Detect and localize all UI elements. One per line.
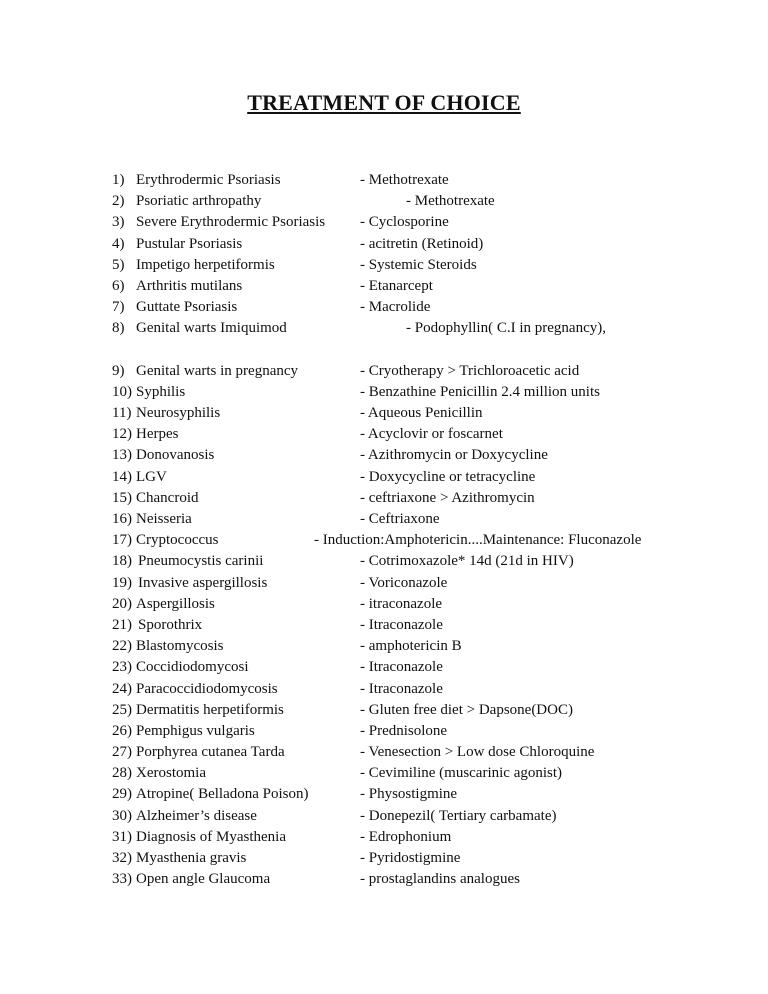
item-condition: Neurosyphilis xyxy=(136,405,221,422)
item-treatment: - Doxycycline or tetracycline xyxy=(360,468,536,485)
item-condition: Myasthenia gravis xyxy=(136,850,247,867)
item-treatment: - Etanarcept xyxy=(360,277,433,294)
item-condition: Donovanosis xyxy=(136,447,215,464)
item-treatment: - Ceftriaxone xyxy=(360,511,440,528)
item-treatment: - Methotrexate xyxy=(360,172,449,188)
item-number: 21) xyxy=(112,616,132,633)
item-treatment: - Voriconazole xyxy=(360,574,448,591)
item-number: 27) xyxy=(112,744,132,761)
item-treatment: - Macrolide xyxy=(360,299,431,316)
list-item xyxy=(112,403,752,424)
item-number: 19) xyxy=(112,574,132,591)
item-condition: Aspergillosis xyxy=(136,595,215,612)
item-treatment: - Pyridostigmine xyxy=(360,850,461,867)
item-treatment: - Cryotherapy > Trichloroacetic acid xyxy=(360,362,580,379)
item-number: 16) xyxy=(112,511,132,528)
item-number: 24) xyxy=(112,680,132,697)
item-number: 18) xyxy=(112,553,132,570)
item-number: 26) xyxy=(112,722,132,739)
item-treatment: - Donepezil( Tertiary carbamate) xyxy=(360,807,557,824)
item-condition: Genital warts in pregnancy xyxy=(136,362,299,379)
item-condition: Severe Erythrodermic Psoriasis xyxy=(136,214,326,231)
item-condition: Guttate Psoriasis xyxy=(136,299,238,316)
list-item xyxy=(112,255,752,276)
item-number: 11) xyxy=(112,405,132,422)
item-number: 20) xyxy=(112,595,132,612)
item-number: 10) xyxy=(112,383,132,400)
item-treatment: - Cyclosporine xyxy=(360,214,449,231)
list-item xyxy=(112,424,752,445)
item-number: 17) xyxy=(112,532,132,549)
item-condition: Xerostomia xyxy=(136,765,206,782)
list-item xyxy=(112,530,752,551)
item-number: 30) xyxy=(112,807,132,824)
item-treatment: - Podophyllin( C.I in pregnancy), xyxy=(406,320,606,337)
item-number: 23) xyxy=(112,659,132,676)
list-item xyxy=(112,382,752,403)
item-number: 15) xyxy=(112,489,132,506)
item-treatment: - Venesection > Low dose Chloroquine xyxy=(360,744,595,761)
item-treatment: - Gluten free diet > Dapsone(DOC) xyxy=(360,701,573,718)
item-treatment: - Itraconazole xyxy=(360,616,443,633)
item-number: 4) xyxy=(112,235,125,252)
item-treatment: - amphotericin B xyxy=(360,638,462,655)
item-condition: Paracoccidiodomycosis xyxy=(136,680,278,697)
item-condition: Open angle Glaucoma xyxy=(136,871,271,888)
list-item xyxy=(112,827,752,848)
item-condition: Pustular Psoriasis xyxy=(136,235,243,252)
item-condition: Syphilis xyxy=(136,383,186,400)
item-number: 13) xyxy=(112,447,132,464)
item-condition: Arthritis mutilans xyxy=(136,277,243,294)
list-item xyxy=(112,445,752,466)
list-item xyxy=(112,318,752,360)
item-treatment: - Methotrexate xyxy=(406,193,495,210)
list-item xyxy=(112,467,752,488)
item-number: 32) xyxy=(112,850,132,867)
item-treatment: - itraconazole xyxy=(360,595,443,612)
item-treatment: - Azithromycin or Doxycycline xyxy=(360,447,548,464)
item-number: 12) xyxy=(112,426,132,443)
item-number: 22) xyxy=(112,638,132,655)
item-treatment: - Prednisolone xyxy=(360,722,448,739)
item-treatment: - Acyclovir or foscarnet xyxy=(360,426,503,443)
item-treatment: - Physostigmine xyxy=(360,786,458,803)
item-condition: Genital warts Imiquimod xyxy=(136,320,287,337)
list-item xyxy=(112,721,752,742)
item-number: 1) xyxy=(112,172,125,188)
item-number: 2) xyxy=(112,193,125,210)
item-condition: Psoriatic arthropathy xyxy=(136,193,262,210)
list-item xyxy=(112,657,752,678)
item-number: 29) xyxy=(112,786,132,803)
item-treatment: - Benzathine Penicillin 2.4 million units xyxy=(360,383,600,400)
item-number: 6) xyxy=(112,277,125,294)
item-condition: Impetigo herpetiformis xyxy=(136,256,275,273)
item-treatment: - Induction:Amphotericin....Maintenance: Fluconazole xyxy=(314,532,642,549)
item-treatment: - ceftriaxone > Azithromycin xyxy=(360,489,535,506)
list-item xyxy=(112,509,752,530)
item-condition: Pneumocystis carinii xyxy=(138,553,264,570)
item-treatment: - acitretin (Retinoid) xyxy=(360,235,484,252)
list-item xyxy=(112,806,752,827)
list-item xyxy=(112,191,752,212)
list-item xyxy=(112,594,752,615)
list-item xyxy=(112,700,752,721)
list-item xyxy=(112,763,752,784)
list-item xyxy=(112,784,752,805)
item-treatment: - Itraconazole xyxy=(360,659,443,676)
item-number: 33) xyxy=(112,871,132,888)
item-treatment: - prostaglandins analogues xyxy=(360,871,520,888)
list-item xyxy=(112,848,752,869)
item-condition: LGV xyxy=(136,468,167,485)
list-item xyxy=(112,742,752,763)
item-treatment: - Cotrimoxazole* 14d (21d in HIV) xyxy=(360,553,574,570)
item-condition: Diagnosis of Myasthenia xyxy=(136,828,286,845)
item-treatment: - Cevimiline (muscarinic agonist) xyxy=(360,765,563,782)
item-condition: Sporothrix xyxy=(138,616,203,633)
list-item xyxy=(112,679,752,700)
list-item xyxy=(112,615,752,636)
list-item xyxy=(112,297,752,318)
list-item xyxy=(112,551,752,572)
item-condition: Alzheimer’s disease xyxy=(136,807,257,824)
item-condition: Atropine( Belladona Poison) xyxy=(136,786,309,803)
item-condition: Blastomycosis xyxy=(136,638,224,655)
item-condition: Erythrodermic Psoriasis xyxy=(136,172,281,188)
item-treatment: - Edrophonium xyxy=(360,828,452,845)
item-condition: Neisseria xyxy=(136,511,192,528)
list-item xyxy=(112,573,752,594)
item-number: 14) xyxy=(112,468,132,485)
list-item xyxy=(112,869,752,890)
item-condition: Invasive aspergillosis xyxy=(138,574,268,591)
item-condition: Dermatitis herpetiformis xyxy=(136,701,284,718)
page-title: TREATMENT OF CHOICE xyxy=(247,90,521,115)
item-condition: Herpes xyxy=(136,426,179,443)
list-item xyxy=(112,361,752,382)
item-number: 3) xyxy=(112,214,125,231)
item-treatment: - Systemic Steroids xyxy=(360,256,477,273)
item-number: 7) xyxy=(112,299,125,316)
list-item xyxy=(112,636,752,657)
item-number: 8) xyxy=(112,320,125,337)
item-treatment: - Itraconazole xyxy=(360,680,443,697)
item-condition: Coccidiodomycosi xyxy=(136,659,249,676)
treatment-list xyxy=(112,170,752,890)
list-item xyxy=(112,488,752,509)
item-number: 28) xyxy=(112,765,132,782)
list-item xyxy=(112,276,752,297)
item-condition: Cryptococcus xyxy=(136,532,219,549)
item-condition: Pemphigus vulgaris xyxy=(136,722,255,739)
item-number: 9) xyxy=(112,362,125,379)
list-item xyxy=(112,212,752,233)
item-number: 25) xyxy=(112,701,132,718)
item-condition: Chancroid xyxy=(136,489,199,506)
item-treatment: - Aqueous Penicillin xyxy=(360,405,483,422)
item-number: 5) xyxy=(112,256,125,273)
list-item xyxy=(112,234,752,255)
item-number: 31) xyxy=(112,828,132,845)
list-item xyxy=(112,170,752,191)
item-condition: Porphyrea cutanea Tarda xyxy=(136,744,285,761)
